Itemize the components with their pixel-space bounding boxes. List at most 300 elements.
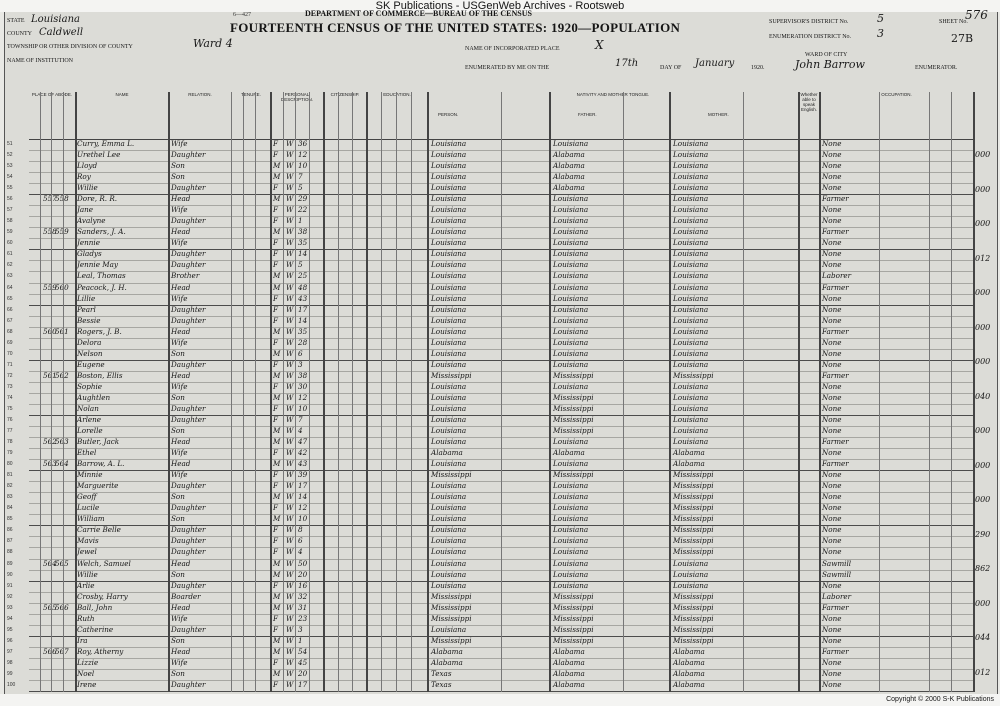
cell-mbirth: Alabama <box>673 657 705 667</box>
cell-rel: Head <box>171 646 191 656</box>
cell-name: Catherine <box>77 624 114 634</box>
nativity-mother: MOTHER. <box>708 112 729 117</box>
cell-fbirth: Mississippi <box>553 591 594 601</box>
cell-occ: None <box>822 183 842 193</box>
cell-age: 1 <box>298 216 303 226</box>
cell-mbirth: Louisiana <box>673 205 709 215</box>
cell-race: W <box>286 448 294 458</box>
cell-dw: 563 <box>43 459 57 469</box>
cell-line: 78 <box>7 439 13 446</box>
cell-line: 64 <box>7 284 13 291</box>
cell-race: W <box>286 635 294 645</box>
cell-fbirth: Louisiana <box>553 260 589 270</box>
cell-line: 74 <box>7 394 13 401</box>
cell-age: 30 <box>298 381 308 391</box>
cell-sex: F <box>273 415 278 424</box>
cell-age: 29 <box>298 194 308 204</box>
cell-rel: Son <box>171 569 185 579</box>
cell-race: W <box>286 337 294 347</box>
cell-name: Jewel <box>77 547 97 557</box>
cell-race: W <box>286 514 294 524</box>
cell-fam: 561 <box>55 326 69 336</box>
cell-race: W <box>286 679 294 689</box>
cell-fbirth: Louisiana <box>553 227 589 237</box>
cell-name: Willie <box>77 569 98 579</box>
cell-mbirth: Mississippi <box>673 503 714 513</box>
cell-age: 47 <box>298 437 308 447</box>
cell-mbirth: Mississippi <box>673 370 714 380</box>
margin-note: 000 <box>975 322 991 332</box>
cell-age: 14 <box>298 492 308 502</box>
nativity-father: FATHER. <box>578 112 597 117</box>
cell-fbirth: Louisiana <box>553 536 589 546</box>
cell-occ: Farmer <box>822 326 849 336</box>
cell-age: 54 <box>298 646 308 656</box>
cell-age: 20 <box>298 569 308 579</box>
cell-name: Sanders, J. A. <box>77 227 126 237</box>
cell-name: Delora <box>77 337 102 347</box>
cell-race: W <box>286 249 294 259</box>
cell-mbirth: Louisiana <box>673 227 709 237</box>
cell-occ: None <box>822 657 842 667</box>
cell-name: William <box>77 514 105 524</box>
browser-title: SK Publications - USGenWeb Archives - Rootsweb <box>0 0 1000 12</box>
cell-name: Roy <box>77 172 91 182</box>
cell-age: 4 <box>298 426 303 436</box>
cell-sex: M <box>273 348 281 358</box>
cell-rel: Daughter <box>171 315 206 325</box>
cell-fbirth: Mississippi <box>553 470 594 480</box>
cell-sex: M <box>273 558 281 568</box>
cell-name: Irene <box>77 679 97 689</box>
cell-line: 61 <box>7 251 13 258</box>
cell-occ: None <box>822 514 842 524</box>
cell-sex: F <box>273 536 278 546</box>
cell-mbirth: Mississippi <box>673 602 714 612</box>
cell-race: W <box>286 161 294 171</box>
cell-sex: F <box>273 293 278 303</box>
cell-fbirth: Louisiana <box>553 249 589 259</box>
cell-occ: Farmer <box>822 370 849 380</box>
institution-label: NAME OF INSTITUTION <box>7 58 73 64</box>
cell-fbirth: Louisiana <box>553 481 589 491</box>
cell-sex: M <box>273 370 281 380</box>
county-label: COUNTY <box>7 31 32 37</box>
cell-fbirth: Mississippi <box>553 635 594 645</box>
col-relation: RELATION. <box>169 92 232 140</box>
cell-birth: Mississippi <box>431 635 472 645</box>
cell-sex: F <box>273 525 278 535</box>
cell-birth: Mississippi <box>431 613 472 623</box>
cell-fam: 559 <box>55 227 69 237</box>
cell-mbirth: Louisiana <box>673 403 709 413</box>
cell-line: 65 <box>7 295 13 302</box>
cell-name: Dore, R. R. <box>77 194 118 204</box>
cell-occ: None <box>822 392 842 402</box>
cell-sex: F <box>273 624 278 634</box>
cell-line: 91 <box>7 582 13 589</box>
cell-line: 69 <box>7 339 13 346</box>
cell-sex: F <box>273 205 278 215</box>
cell-mbirth: Mississippi <box>673 470 714 480</box>
cell-birth: Alabama <box>431 646 463 656</box>
cell-race: W <box>286 392 294 402</box>
sheet-label: SHEET No. <box>939 19 968 25</box>
cell-birth: Louisiana <box>431 183 467 193</box>
cell-sex: F <box>273 679 278 689</box>
cell-sex: F <box>273 260 278 270</box>
cell-birth: Louisiana <box>431 437 467 447</box>
cell-fbirth: Mississippi <box>553 392 594 402</box>
cell-birth: Louisiana <box>431 282 467 292</box>
cell-fbirth: Louisiana <box>553 282 589 292</box>
cell-name: Aughtlen <box>77 392 111 402</box>
cell-line: 87 <box>7 538 13 545</box>
cell-rel: Son <box>171 426 185 436</box>
cell-race: W <box>286 415 294 424</box>
cell-line: 92 <box>7 593 13 600</box>
cell-rel: Daughter <box>171 679 206 689</box>
cell-race: W <box>286 150 294 160</box>
cell-race: W <box>286 183 294 193</box>
col-education: EDUCATION. <box>367 92 428 140</box>
cell-mbirth: Louisiana <box>673 238 709 248</box>
cell-race: W <box>286 348 294 358</box>
cell-mbirth: Mississippi <box>673 514 714 524</box>
cell-name: Pearl <box>77 304 96 314</box>
page-title: FOURTEENTH CENSUS OF THE UNITED STATES: 1920—POPULATION <box>230 20 681 35</box>
cell-rel: Wife <box>171 381 188 391</box>
cell-name: Carrie Belle <box>77 525 121 535</box>
col-english: Whether able to speak English. <box>799 92 820 140</box>
cell-age: 35 <box>298 326 308 336</box>
cell-sex: M <box>273 437 281 447</box>
cell-birth: Louisiana <box>431 403 467 413</box>
cell-name: Bessie <box>77 315 101 325</box>
cell-birth: Louisiana <box>431 172 467 182</box>
cell-age: 28 <box>298 337 308 347</box>
cell-occ: None <box>822 381 842 391</box>
cell-age: 12 <box>298 150 308 160</box>
cell-age: 50 <box>298 558 308 568</box>
cell-name: Barrow, A. L. <box>77 459 125 469</box>
cell-sex: F <box>273 381 278 391</box>
cell-sex: F <box>273 139 278 148</box>
cell-sex: M <box>273 668 281 678</box>
cell-race: W <box>286 216 294 226</box>
cell-age: 39 <box>298 470 308 480</box>
cell-rel: Daughter <box>171 216 206 226</box>
cell-sex: M <box>273 194 281 204</box>
cell-dw: 558 <box>43 227 57 237</box>
day-label: DAY OF <box>660 65 682 71</box>
cell-race: W <box>286 304 294 314</box>
cell-dw: 557 <box>43 194 57 204</box>
cell-rel: Head <box>171 282 191 292</box>
cell-line: 84 <box>7 505 13 512</box>
cell-name: Butler, Jack <box>77 437 120 447</box>
cell-rel: Wife <box>171 205 188 215</box>
cell-occ: Farmer <box>822 646 849 656</box>
cell-birth: Louisiana <box>431 337 467 347</box>
cell-birth: Louisiana <box>431 194 467 204</box>
cell-occ: None <box>822 547 842 557</box>
cell-line: 60 <box>7 240 13 247</box>
cell-sex: F <box>273 183 278 193</box>
cell-birth: Louisiana <box>431 492 467 502</box>
cell-sex: F <box>273 315 278 325</box>
cell-name: Avalyne <box>77 216 106 226</box>
cell-line: 57 <box>7 207 13 214</box>
cell-age: 31 <box>298 602 308 612</box>
cell-birth: Louisiana <box>431 624 467 634</box>
cell-race: W <box>286 293 294 303</box>
cell-line: 97 <box>7 648 13 655</box>
cell-rel: Head <box>171 459 191 469</box>
cell-occ: None <box>822 293 842 303</box>
cell-dw: 566 <box>43 646 57 656</box>
cell-name: Lillie <box>77 293 96 303</box>
cell-line: 71 <box>7 361 13 368</box>
ed-number: 3 <box>877 27 884 40</box>
cell-race: W <box>286 139 294 148</box>
cell-race: W <box>286 547 294 557</box>
cell-mbirth: Louisiana <box>673 150 709 160</box>
cell-fbirth: Louisiana <box>553 359 589 369</box>
cell-fbirth: Mississippi <box>553 624 594 634</box>
cell-name: Lizzie <box>77 657 99 667</box>
township-value: Ward 4 <box>193 37 233 50</box>
census-grid <box>7 92 973 692</box>
cell-fbirth: Alabama <box>553 172 585 182</box>
cell-sex: F <box>273 216 278 226</box>
cell-sex: F <box>273 359 278 369</box>
department: DEPARTMENT OF COMMERCE—BUREAU OF THE CENSUS <box>305 9 532 18</box>
cell-occ: Farmer <box>822 437 849 447</box>
cell-age: 48 <box>298 282 308 292</box>
cell-dw: 565 <box>43 602 57 612</box>
cell-age: 42 <box>298 448 308 458</box>
cell-occ: None <box>822 525 842 535</box>
cell-rel: Daughter <box>171 624 206 634</box>
cell-rel: Son <box>171 668 185 678</box>
cell-rel: Son <box>171 172 185 182</box>
cell-name: Eugene <box>77 359 105 369</box>
cell-line: 93 <box>7 604 13 611</box>
margin-note: 000 <box>975 150 991 160</box>
cell-mbirth: Louisiana <box>673 271 709 281</box>
census-sheet <box>4 8 998 694</box>
cell-rel: Head <box>171 602 191 612</box>
cell-fbirth: Louisiana <box>553 271 589 281</box>
cell-name: Welch, Samuel <box>77 558 131 568</box>
cell-birth: Louisiana <box>431 326 467 336</box>
cell-line: 51 <box>7 141 13 147</box>
cell-birth: Louisiana <box>431 558 467 568</box>
margin-note: 290 <box>975 529 991 539</box>
cell-mbirth: Mississippi <box>673 591 714 601</box>
cell-race: W <box>286 657 294 667</box>
cell-mbirth: Louisiana <box>673 161 709 171</box>
cell-occ: None <box>822 205 842 215</box>
cell-age: 25 <box>298 271 308 281</box>
form-number: 6—427 <box>233 12 251 18</box>
cell-sex: F <box>273 238 278 248</box>
cell-rel: Son <box>171 392 185 402</box>
cell-line: 72 <box>7 372 13 379</box>
cell-race: W <box>286 459 294 469</box>
cell-occ: Sawmill <box>822 558 852 568</box>
cell-name: Minnie <box>77 470 103 480</box>
cell-line: 55 <box>7 185 13 192</box>
copyright: Copyright © 2000 S-K Publications <box>886 696 994 703</box>
cell-line: 81 <box>7 472 13 479</box>
cell-mbirth: Mississippi <box>673 635 714 645</box>
cell-age: 1 <box>298 635 303 645</box>
cell-fam: 564 <box>55 459 69 469</box>
cell-fam: 563 <box>55 437 69 447</box>
cell-race: W <box>286 359 294 369</box>
cell-sex: F <box>273 150 278 160</box>
cell-birth: Louisiana <box>431 525 467 535</box>
cell-line: 77 <box>7 428 13 435</box>
supervisor-number: 5 <box>877 12 884 25</box>
cell-age: 32 <box>298 591 308 601</box>
cell-occ: None <box>822 492 842 502</box>
cell-name: Urethel Lee <box>77 150 121 160</box>
cell-mbirth: Louisiana <box>673 260 709 270</box>
cell-age: 17 <box>298 679 308 689</box>
margin-note: 000 <box>975 288 991 298</box>
cell-race: W <box>286 580 294 590</box>
cell-rel: Head <box>171 227 191 237</box>
cell-fam: 562 <box>55 370 69 380</box>
cell-age: 10 <box>298 403 308 413</box>
cell-sex: M <box>273 271 281 281</box>
cell-age: 3 <box>298 359 303 369</box>
col-citizenship: CITIZENSHIP. <box>324 92 367 140</box>
cell-age: 14 <box>298 315 308 325</box>
cell-fbirth: Alabama <box>553 150 585 160</box>
enumerator-label: ENUMERATOR. <box>915 65 958 71</box>
cell-line: 54 <box>7 174 13 181</box>
cell-birth: Mississippi <box>431 591 472 601</box>
cell-occ: None <box>822 348 842 358</box>
cell-birth: Louisiana <box>431 381 467 391</box>
cell-sex: M <box>273 602 281 612</box>
enumeration-month: January <box>695 58 735 69</box>
cell-rel: Wife <box>171 470 188 480</box>
cell-race: W <box>286 172 294 182</box>
cell-name: Sophie <box>77 381 103 391</box>
cell-rel: Son <box>171 635 185 645</box>
cell-race: W <box>286 525 294 535</box>
col-personal: PERSONAL DESCRIPTION. <box>271 92 324 140</box>
cell-birth: Louisiana <box>431 580 467 590</box>
cell-fbirth: Alabama <box>553 183 585 193</box>
cell-fbirth: Louisiana <box>553 459 589 469</box>
state-label: STATE <box>7 18 25 24</box>
cell-race: W <box>286 260 294 270</box>
cell-mbirth: Louisiana <box>673 216 709 226</box>
cell-age: 20 <box>298 668 308 678</box>
cell-birth: Louisiana <box>431 392 467 402</box>
cell-name: Ruth <box>77 613 95 623</box>
cell-line: 99 <box>7 670 13 677</box>
cell-mbirth: Louisiana <box>673 293 709 303</box>
cell-name: Arlene <box>77 415 102 424</box>
cell-birth: Alabama <box>431 657 463 667</box>
cell-rel: Head <box>171 437 191 447</box>
cell-line: 70 <box>7 350 13 357</box>
cell-sex: F <box>273 448 278 458</box>
cell-fam: 565 <box>55 558 69 568</box>
cell-occ: None <box>822 238 842 248</box>
cell-fbirth: Alabama <box>553 448 585 458</box>
cell-birth: Louisiana <box>431 227 467 237</box>
cell-birth: Louisiana <box>431 359 467 369</box>
cell-mbirth: Mississippi <box>673 525 714 535</box>
col-occupation: OCCUPATION. <box>820 92 974 140</box>
cell-birth: Louisiana <box>431 293 467 303</box>
cell-fbirth: Louisiana <box>553 381 589 391</box>
cell-birth: Mississippi <box>431 470 472 480</box>
cell-line: 95 <box>7 626 13 633</box>
cell-name: Mavis <box>77 536 99 546</box>
cell-occ: None <box>822 415 842 424</box>
cell-line: 58 <box>7 218 13 225</box>
cell-occ: Farmer <box>822 282 849 292</box>
cell-rel: Daughter <box>171 359 206 369</box>
cell-mbirth: Louisiana <box>673 426 709 436</box>
cell-mbirth: Louisiana <box>673 580 709 590</box>
cell-occ: None <box>822 260 842 270</box>
cell-mbirth: Louisiana <box>673 359 709 369</box>
cell-race: W <box>286 194 294 204</box>
cell-occ: None <box>822 470 842 480</box>
cell-mbirth: Alabama <box>673 448 705 458</box>
cell-fam: 566 <box>55 602 69 612</box>
margin-note: 000 <box>975 184 991 194</box>
cell-race: W <box>286 282 294 292</box>
state-value: Louisiana <box>31 14 80 25</box>
cell-age: 10 <box>298 161 308 171</box>
cell-mbirth: Alabama <box>673 679 705 689</box>
cell-rel: Son <box>171 348 185 358</box>
cell-birth: Louisiana <box>431 514 467 524</box>
cell-rel: Wife <box>171 139 188 148</box>
cell-rel: Daughter <box>171 536 206 546</box>
cell-age: 7 <box>298 172 303 182</box>
cell-fbirth: Louisiana <box>553 348 589 358</box>
cell-name: Nelson <box>77 348 103 358</box>
cell-occ: Laborer <box>822 591 852 601</box>
cell-sex: F <box>273 657 278 667</box>
cell-occ: None <box>822 613 842 623</box>
cell-age: 6 <box>298 348 303 358</box>
cell-birth: Texas <box>431 668 452 678</box>
cell-rel: Brother <box>171 271 200 281</box>
cell-fbirth: Louisiana <box>553 326 589 336</box>
cell-line: 98 <box>7 659 13 666</box>
margin-note: 000 <box>975 357 991 367</box>
cell-name: Lucile <box>77 503 100 513</box>
cell-mbirth: Louisiana <box>673 304 709 314</box>
cell-birth: Alabama <box>431 448 463 458</box>
cell-sex: M <box>273 635 281 645</box>
cell-line: 96 <box>7 637 13 644</box>
cell-occ: None <box>822 481 842 491</box>
